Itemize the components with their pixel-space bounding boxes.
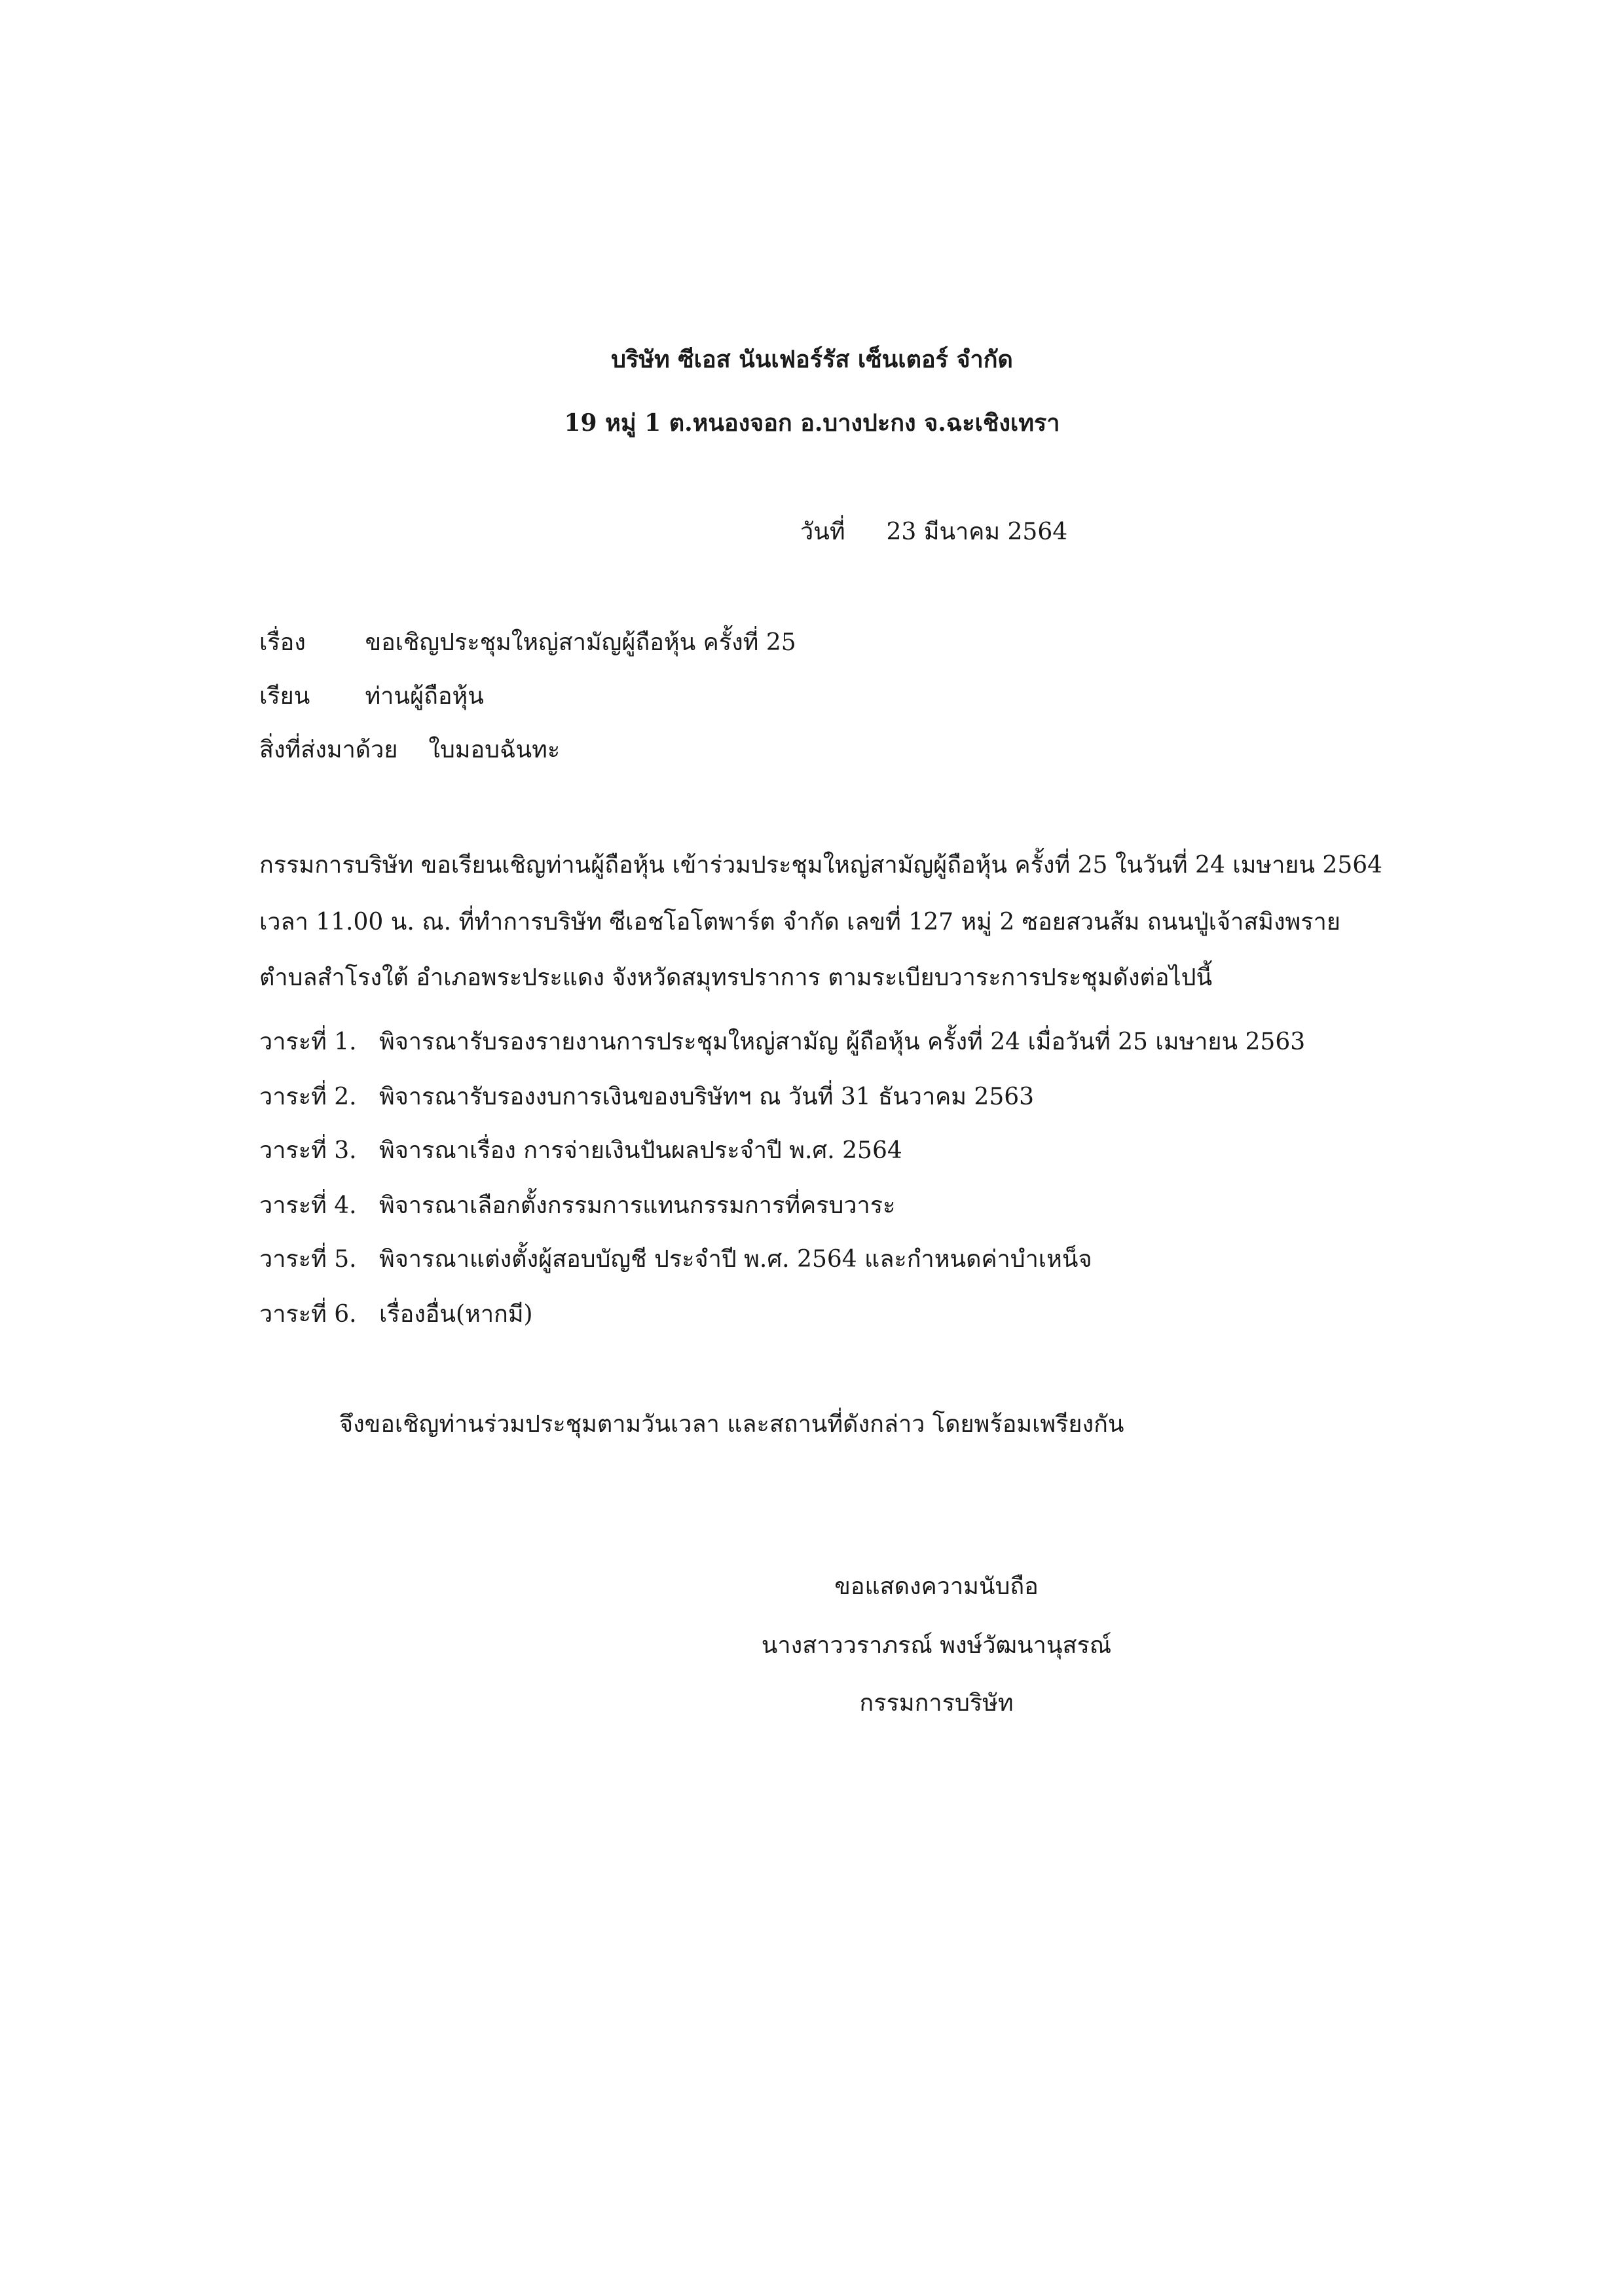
company-address: 19 หมู่ 1 ต.หนองจอก อ.บางปะกง จ.ฉะเชิงเทรา bbox=[564, 409, 1060, 437]
subject-value: ขอเชิญประชุมใหญ่สามัญผู้ถือหุ้น ครั้งที่ 25 bbox=[365, 629, 796, 656]
body-line-2: เวลา 11.00 น. ณ. ที่ทำการบริษัท ซีเอชโอโตพาร์ต จำกัด เลขที่ 127 หมู่ 2 ซอยสวนส้ม ถนนปู่เจ้าสมิงพราย bbox=[259, 909, 1340, 936]
signer-name: นางสาววราภรณ์ พงษ์วัฒนานุสรณ์ bbox=[761, 1632, 1112, 1659]
date-label: วันที่ bbox=[800, 519, 845, 545]
agenda-item bbox=[259, 1027, 1305, 1058]
date-value: 23 มีนาคม 2564 bbox=[886, 519, 1068, 545]
enclosure-label: สิ่งที่ส่งมาด้วย bbox=[259, 737, 398, 763]
subject-label: เรื่อง bbox=[259, 629, 306, 656]
closing-paragraph: จึงขอเชิญท่านร่วมประชุมตามวันเวลา และสถานที่ดังกล่าว โดยพร้อมเพรียงกัน bbox=[339, 1411, 1124, 1438]
agenda-item bbox=[259, 1082, 1034, 1113]
agenda-text: พิจารณารับรองงบการเงินของบริษัทฯ ณ วันที่ 31 ธันวาคม 2563 bbox=[378, 1084, 1035, 1110]
company-name: บริษัท ซีเอส นันเฟอร์รัส เซ็นเตอร์ จำกัด bbox=[611, 346, 1013, 373]
body-line-1: กรรมการบริษัท ขอเรียนเชิญท่านผู้ถือหุ้น เข้าร่วมประชุมใหญ่สามัญผู้ถือหุ้น ครั้งที่ 25 ในวันที่ 24 เมษายน 2564 bbox=[259, 852, 1383, 879]
subject-line bbox=[259, 627, 796, 659]
agenda-item bbox=[259, 1190, 895, 1222]
document-date bbox=[800, 517, 1067, 548]
agenda-number: วาระที่ 5. bbox=[259, 1246, 372, 1273]
agenda-item bbox=[259, 1135, 902, 1167]
agenda-item bbox=[259, 1299, 533, 1330]
agenda-number: วาระที่ 2. bbox=[259, 1084, 372, 1110]
recipient-value: ท่านผู้ถือหุ้น bbox=[365, 683, 484, 710]
recipient-label: เรียน bbox=[259, 683, 310, 710]
enclosure-line bbox=[259, 735, 560, 766]
signer-title: กรรมการบริษัท bbox=[859, 1690, 1014, 1717]
agenda-item bbox=[259, 1244, 1092, 1275]
recipient-line bbox=[259, 681, 484, 712]
agenda-text: เรื่องอื่น(หากมี) bbox=[378, 1301, 533, 1328]
enclosure-value: ใบมอบฉันทะ bbox=[428, 737, 561, 763]
agenda-text: พิจารณารับรองรายงานการประชุมใหญ่สามัญ ผู้ถือหุ้น ครั้งที่ 24 เมื่อวันที่ 25 เมษายน 2563 bbox=[378, 1029, 1306, 1055]
agenda-text: พิจารณาเรื่อง การจ่ายเงินปันผลประจำปี พ.ศ. 2564 bbox=[378, 1137, 902, 1164]
body-line-3: ตำบลสำโรงใต้ อำเภอพระประแดง จังหวัดสมุทรปราการ ตามระเบียบวาระการประชุมดังต่อไปนี้ bbox=[259, 964, 1213, 991]
agenda-text: พิจารณาเลือกตั้งกรรมการแทนกรรมการที่ครบวาระ bbox=[378, 1192, 896, 1219]
signature-closing: ขอแสดงความนับถือ bbox=[834, 1573, 1039, 1600]
agenda-number: วาระที่ 3. bbox=[259, 1137, 372, 1164]
agenda-number: วาระที่ 6. bbox=[259, 1301, 372, 1328]
agenda-number: วาระที่ 4. bbox=[259, 1192, 372, 1219]
agenda-text: พิจารณาแต่งตั้งผู้สอบบัญชี ประจำปี พ.ศ. 2564 และกำหนดค่าบำเหน็จ bbox=[378, 1246, 1092, 1273]
agenda-number: วาระที่ 1. bbox=[259, 1029, 372, 1055]
